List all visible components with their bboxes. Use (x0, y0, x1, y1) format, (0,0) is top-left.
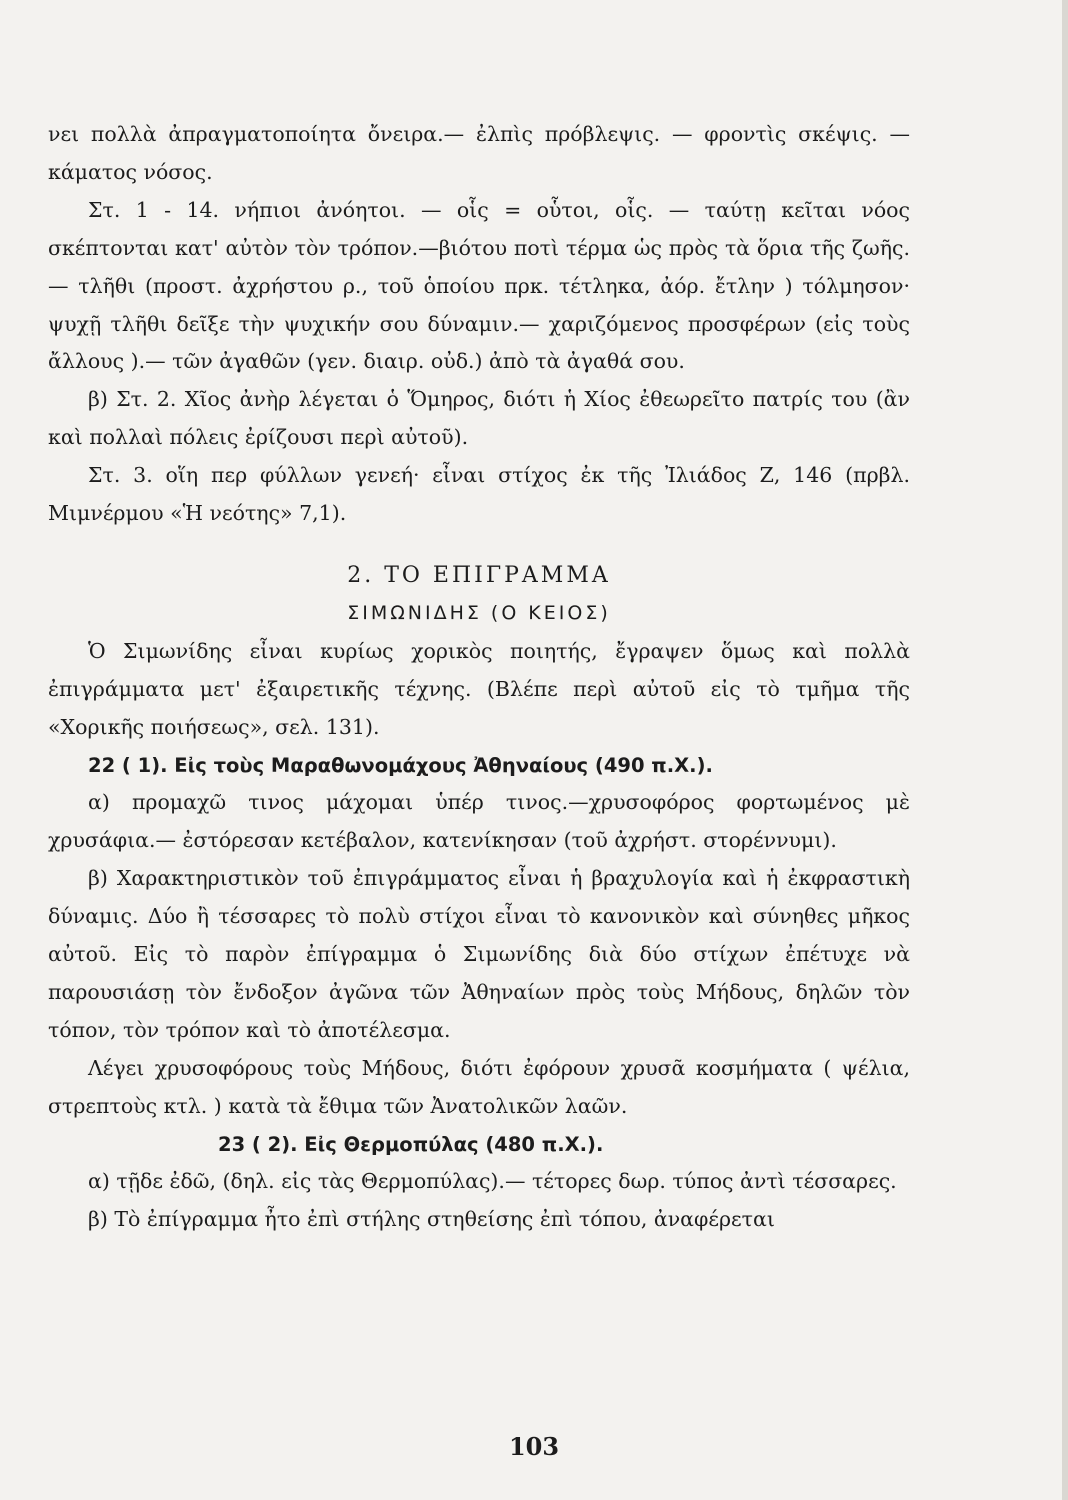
epigram-23-heading: 23 ( 2). Εἰς Θερμοπύλας (480 π.Χ.). (218, 1132, 604, 1156)
paragraph-verse-3: Στ. 3. οἵη περ φύλλων γενεή· εἶναι στίχος ἐκ τῆς Ἰλιάδος Ζ, 146 (πρβλ. Μιμνέρμου «Ἡ νεότης» 7,1). (48, 463, 910, 526)
paragraph-23-b: β) Τὸ ἐπίγραμμα ἦτο ἐπὶ στήλης στηθείσης ἐπὶ τόπου, ἀναφέρεται (88, 1207, 775, 1232)
section-subtitle: ΣΙΜΩΝΙΔΗΣ (Ο ΚΕΙΟΣ) (347, 601, 611, 624)
page-edge-shadow (1062, 0, 1068, 1500)
paragraph-23-a: α) τῇδε ἐδῶ, (δηλ. εἰς τὰς Θερμοπύλας).— τέτορες δωρ. τύπος ἀντὶ τέσσαρες. (88, 1169, 897, 1194)
page-number: 103 (508, 1432, 560, 1461)
section-title: 2. ΤΟ ΕΠΙΓΡΑΜΜΑ (347, 562, 611, 588)
paragraph-22-b: β) Χαρακτηριστικὸν τοῦ ἐπιγράμματος εἶναι ἡ βραχυλογία καὶ ἡ ἐκφραστικὴ δύναμις. Δύο ἢ τέσσαρες τὸ πολὺ στίχοι εἶναι τὸ κανονικὸν καὶ σύνηθες μῆκος αὐτοῦ. Εἰς τὸ παρὸν ἐπίγραμμα ὁ Σιμωνίδης διὰ δύο στίχων ἐπέτυχε νὰ παρουσιάσῃ τὸν ἔνδοξον ἀγῶνα τῶν Ἀθηναίων πρὸς τοὺς Μήδους, δηλῶν τὸν τόπον, τὸν τρόπον καὶ τὸ ἀποτέλεσμα. (48, 866, 910, 1042)
paragraph-continuation: νει πολλὰ ἀπραγματοποίητα ὄνειρα.— ἐλπὶς πρόβλεψις. — φροντὶς σκέψις. — κάματος νόσος. (48, 122, 910, 184)
paragraph-22-c: Λέγει χρυσοφόρους τοὺς Μήδους, διότι ἐφόρουν χρυσᾶ κοσμήματα ( ψέλια, στρεπτοὺς κτλ. ) κατὰ τὰ ἔθιμα τῶν Ἀνατολικῶν λαῶν. (48, 1055, 910, 1118)
paragraph-verse-1-14: Στ. 1 - 14. νήπιοι ἀνόητοι. — οἷς = οὗτοι, οἷς. — ταύτῃ κεῖται νόος σκέπτονται κατ' αὐτὸν τὸν τρόπον.—βιότου ποτὶ τέρμα ὡς πρὸς τὰ ὅρια τῆς ζωῆς.— τλῆθι (προστ. ἀχρήστου ρ., τοῦ ὁποίου πρκ. τέτληκα, ἀόρ. ἔτλην ) τόλμησον· ψυχῇ τλῆθι δεῖξε τὴν ψυχικήν σου δύναμιν.— χαριζόμενος προσφέρων (εἰς τοὺς ἄλλους ).— τῶν ἀγαθῶν (γεν. διαιρ. οὐδ.) ἀπὸ τὰ ἀγαθά σου. (48, 197, 910, 374)
page-text (48, 116, 910, 1239)
epigram-22-heading: 22 ( 1). Εἰς τοὺς Μαραθωνομάχους Ἀθηναίους (490 π.Χ.). (88, 753, 713, 777)
paragraph-verse-2: β) Στ. 2. Χῖος ἀνὴρ λέγεται ὁ Ὅμηρος, διότι ἡ Χίος ἐθεωρεῖτο πατρίς του (ἂν καὶ πολλαὶ πόλεις ἐρίζουσι περὶ αὐτοῦ). (48, 387, 910, 450)
paragraph-22-a: α) προμαχῶ τινος μάχομαι ὑπέρ τινος.—χρυσοφόρος φορτωμένος μὲ χρυσάφια.— ἐστόρεσαν κετέβαλον, κατενίκησαν (τοῦ ἀχρήστ. στορέννυμι). (48, 790, 910, 853)
paragraph-intro: Ὁ Σιμωνίδης εἶναι κυρίως χορικὸς ποιητής, ἔγραψεν ὅμως καὶ πολλὰ ἐπιγράμματα μετ' ἐξαιρετικῆς τέχνης. (Βλέπε περὶ αὐτοῦ εἰς τὸ τμῆμα τῆς «Χορικῆς ποιήσεως», σελ. 131). (48, 638, 910, 739)
